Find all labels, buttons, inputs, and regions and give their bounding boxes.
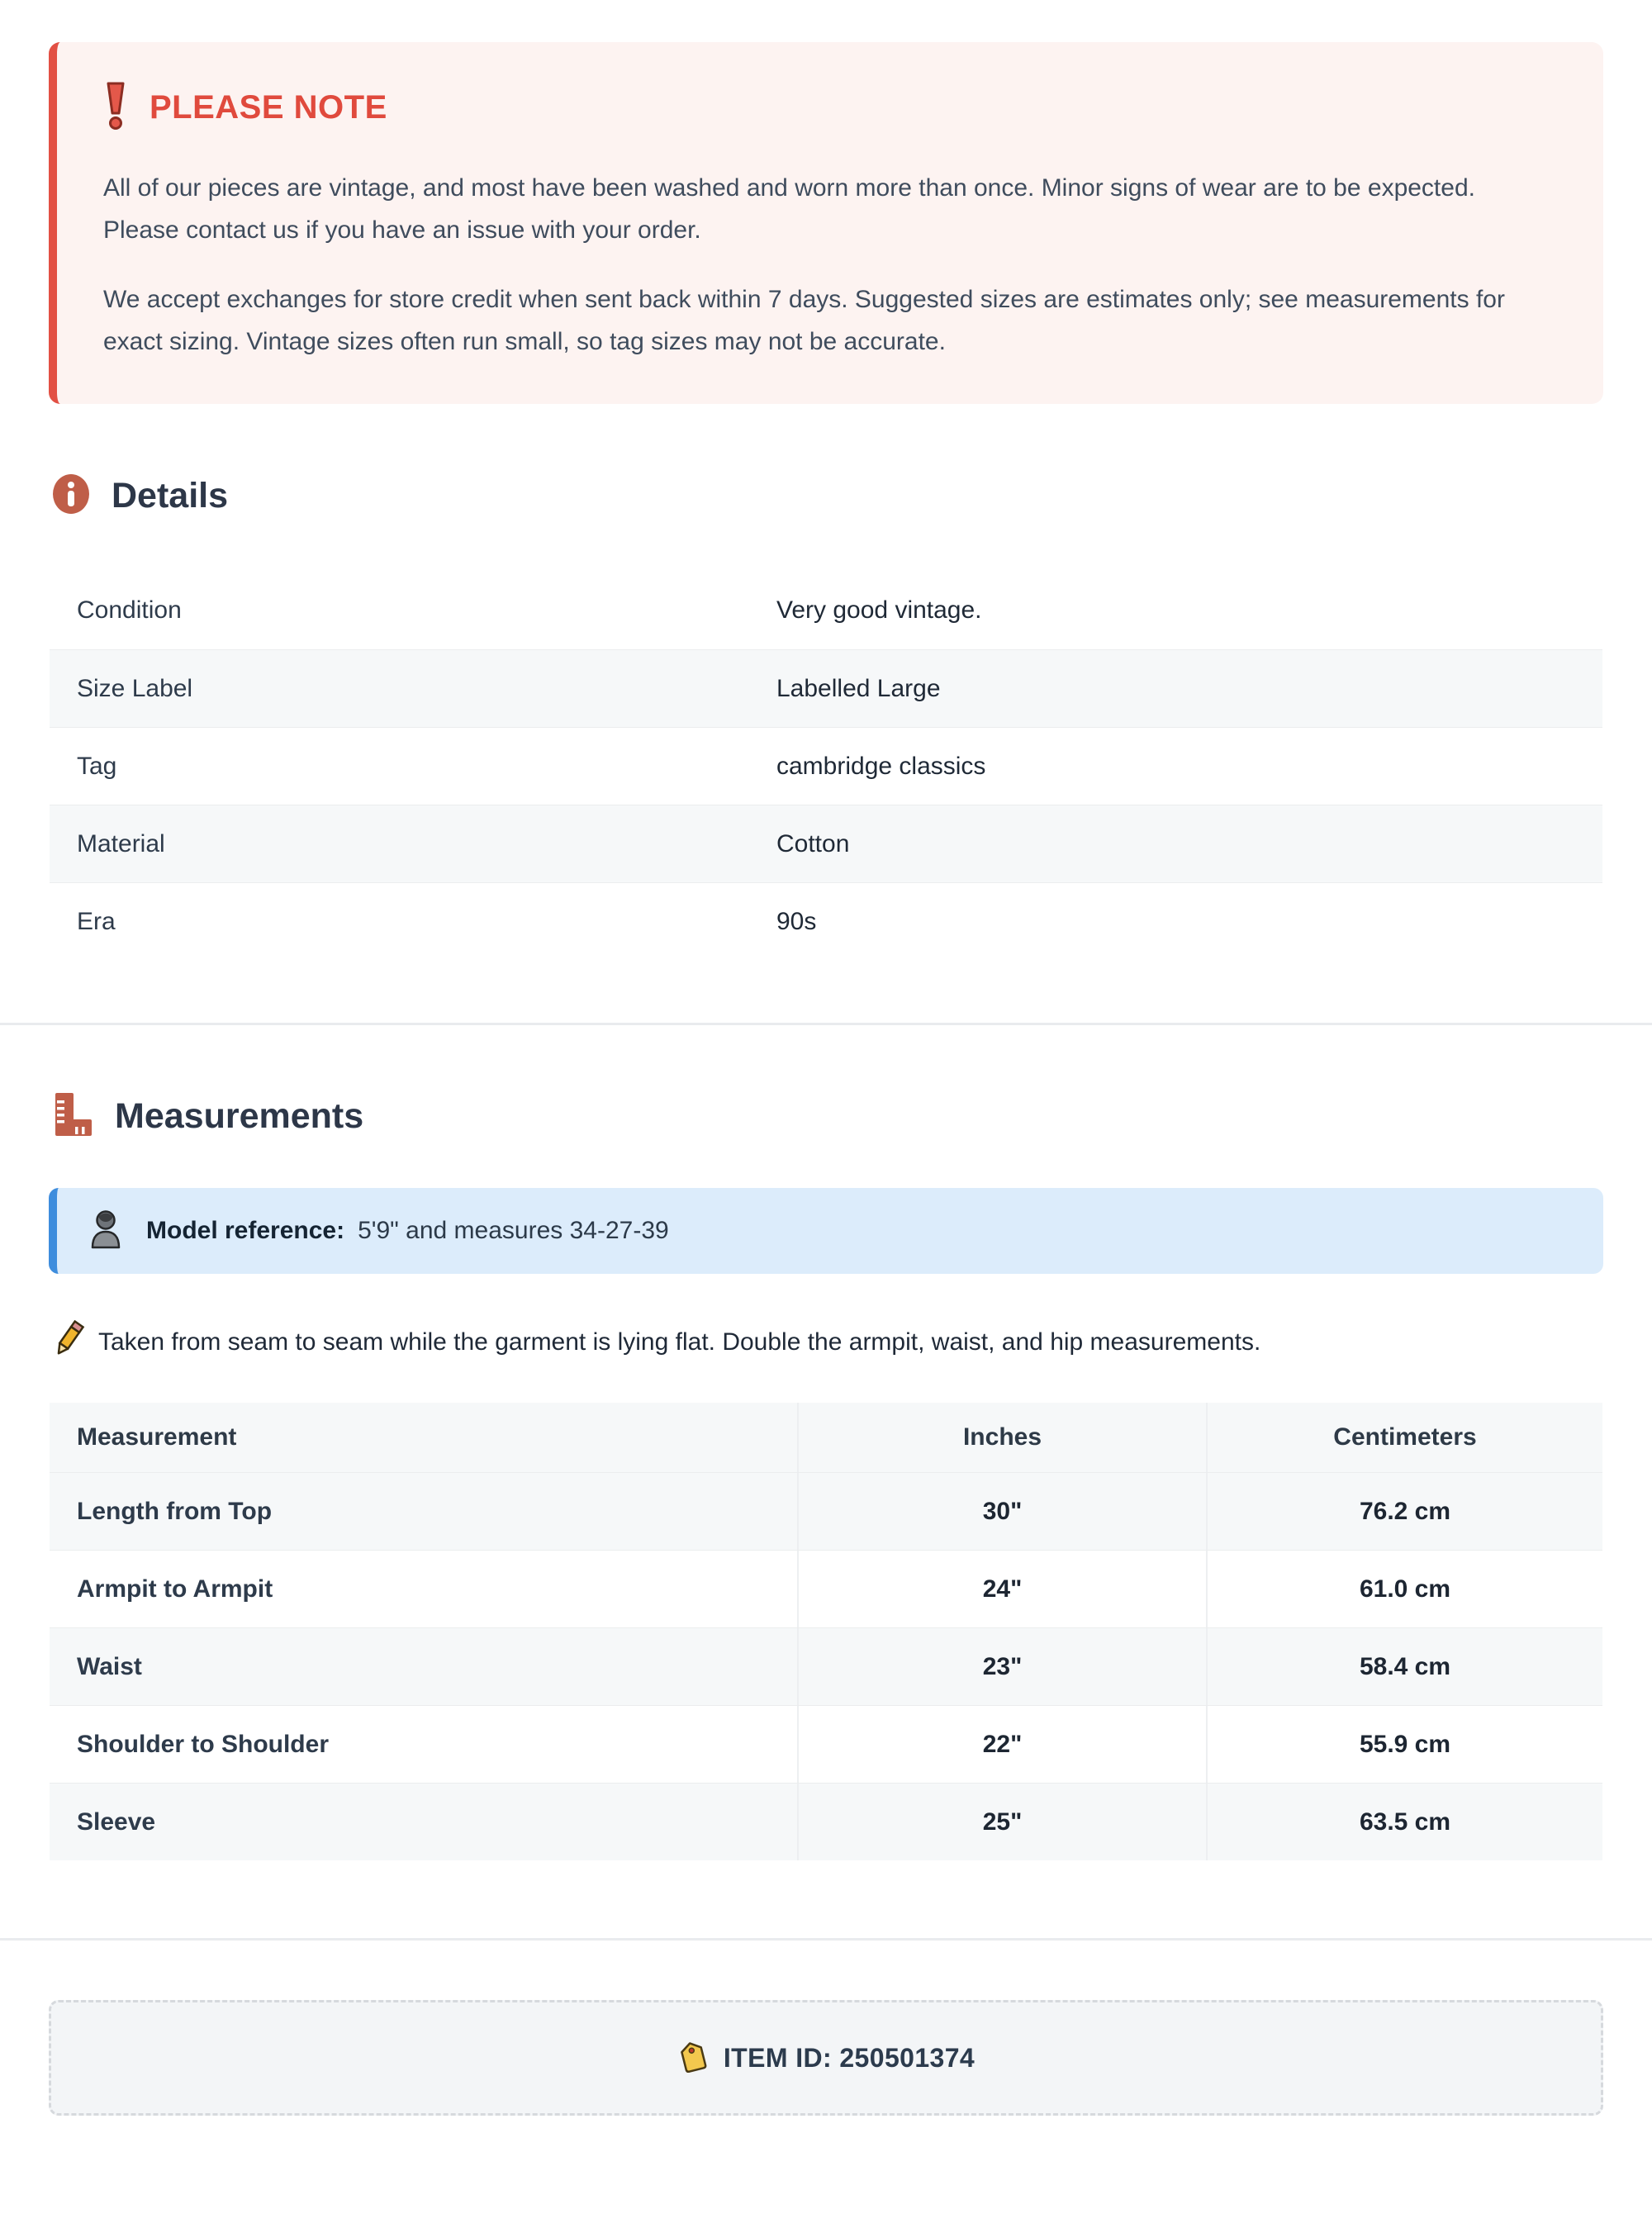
details-row [50, 572, 1602, 649]
centimeters-cell: 55.9 cm [1206, 1706, 1602, 1783]
alert-title: PLEASE NOTE [150, 89, 387, 126]
item-id-text: ITEM ID: 250501374 [723, 2042, 976, 2073]
section-divider [0, 1023, 1652, 1025]
details-table [50, 572, 1602, 960]
centimeters-cell: 61.0 cm [1206, 1551, 1602, 1627]
section-divider [0, 1938, 1652, 1941]
ruler-icon [52, 1093, 93, 1140]
measurement-row [50, 1472, 1602, 1550]
person-bust-icon [88, 1209, 123, 1253]
details-section-heading [52, 473, 1652, 519]
measurements-section-title: Measurements [115, 1096, 364, 1136]
details-row-value: cambridge classics [776, 752, 986, 780]
exclamation-icon [103, 80, 128, 135]
measurement-note-text: Taken from seam to seam while the garment is lying flat. Double the armpit, waist, and hip measurements. [98, 1328, 1261, 1356]
measurement-note [52, 1320, 1602, 1365]
model-reference-value: 5'9" and measures 34-27-39 [358, 1217, 669, 1244]
pencil-icon [52, 1320, 85, 1365]
details-row [50, 882, 1602, 960]
model-reference-callout [49, 1188, 1603, 1274]
details-row [50, 727, 1602, 805]
measurement-label-cell: Waist [77, 1652, 142, 1680]
details-row-label: Material [77, 829, 165, 857]
alert-title-row [103, 80, 1557, 135]
item-id-box [49, 2000, 1603, 2116]
model-reference-label: Model reference: [146, 1217, 345, 1244]
centimeters-cell: 63.5 cm [1206, 1784, 1602, 1860]
details-row-value: Cotton [776, 829, 850, 857]
measurement-label-cell: Armpit to Armpit [77, 1575, 273, 1603]
alert-paragraph-1: All of our pieces are vintage, and most have been washed and worn more than once. Minor signs of wear are to be expected. Please contact us if you have an issue with your order. [103, 174, 1475, 244]
details-row-label: Condition [77, 596, 182, 624]
measurement-label-cell: Sleeve [77, 1808, 156, 1836]
measurement-row [50, 1705, 1602, 1783]
measurement-label-cell: Shoulder to Shoulder [77, 1730, 329, 1758]
details-row-label: Tag [77, 752, 117, 780]
header-centimeters: Centimeters [1206, 1403, 1602, 1472]
centimeters-cell: 58.4 cm [1206, 1628, 1602, 1705]
inches-cell: 22" [797, 1706, 1206, 1783]
centimeters-cell: 76.2 cm [1206, 1473, 1602, 1550]
details-section-title: Details [112, 476, 229, 515]
details-row-value: Labelled Large [776, 674, 941, 702]
measurements-table [50, 1403, 1602, 1860]
measurement-row [50, 1550, 1602, 1627]
info-icon [52, 473, 90, 519]
alert-paragraph-2: We accept exchanges for store credit when sent back within 7 days. Suggested sizes are estimates only; see measurements for exact sizing. Vintage sizes often run small, so tag sizes may not be accurate. [103, 286, 1505, 355]
details-row-label: Era [77, 907, 116, 935]
inches-cell: 30" [797, 1473, 1206, 1550]
header-measurement: Measurement [77, 1423, 237, 1451]
please-note-alert [49, 42, 1603, 404]
details-row [50, 805, 1602, 882]
measurements-table-header [50, 1403, 1602, 1472]
measurement-row [50, 1627, 1602, 1705]
inches-cell: 24" [797, 1551, 1206, 1627]
details-row-value: 90s [776, 907, 817, 935]
measurements-section-heading [52, 1093, 1652, 1140]
details-row-value: Very good vintage. [776, 596, 982, 624]
measurement-label-cell: Length from Top [77, 1497, 273, 1525]
measurement-row [50, 1783, 1602, 1860]
inches-cell: 25" [797, 1784, 1206, 1860]
details-row-label: Size Label [77, 674, 193, 702]
tag-icon [677, 2040, 709, 2077]
details-row [50, 649, 1602, 727]
header-inches: Inches [797, 1403, 1206, 1472]
inches-cell: 23" [797, 1628, 1206, 1705]
